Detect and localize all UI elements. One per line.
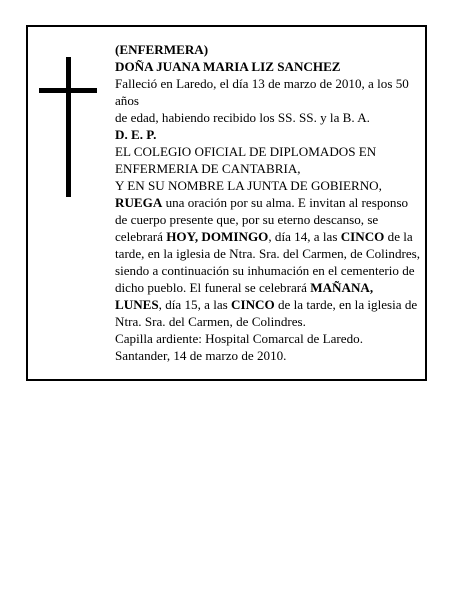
obituary-notice (26, 25, 427, 381)
prayer-bold: RUEGA (115, 195, 163, 210)
deceased-name: DOÑA JUANA MARIA LIZ SANCHEZ (115, 59, 341, 74)
death-line: Falleció en Laredo, el día 13 de marzo de 2010, a los 50 años (115, 76, 409, 108)
time1-text: de la tarde, en la iglesia de Ntra. Sra. del Carmen, de Colindres, siendo a continuación su inhumación en el cementerio de dicho pueblo. El funeral se celebrará (115, 229, 421, 295)
sacraments-line: de edad, habiendo recibido los SS. SS. y la B. A. (115, 110, 370, 125)
ceremony-paragraph (115, 194, 421, 330)
cross-icon (39, 57, 97, 197)
profession-label: (ENFERMERA) (115, 42, 209, 57)
time2-text: de la tarde, en la iglesia de Ntra. Sra. del Carmen, de Colindres. (115, 297, 418, 329)
day-bold: HOY, DOMINGO (166, 229, 269, 244)
chapel-line: Capilla ardiente: Hospital Comarcal de Laredo. (115, 331, 363, 346)
college-line: EL COLEGIO OFICIAL DE DIPLOMADOS EN ENFERMERIA DE CANTABRIA, (115, 144, 377, 176)
day2-text: , día 15, a las (158, 297, 232, 312)
time2-bold: CINCO (231, 297, 275, 312)
cross-horizontal-bar (39, 88, 97, 93)
time1-bold: CINCO (340, 229, 385, 244)
day-text: , día 14, a las (268, 229, 341, 244)
dep-label: D. E. P. (115, 127, 157, 142)
day2-bold: MAÑANA, LUNES (115, 280, 374, 312)
prayer-text: una oración por su alma. E invitan al responso de cuerpo presente que, por su eterno descanso, se celebrará (115, 195, 409, 244)
cross-vertical-bar (66, 57, 71, 197)
notice-text (115, 41, 421, 364)
board-line: Y EN SU NOMBRE LA JUNTA DE GOBIERNO, (115, 178, 382, 193)
place-date-line: Santander, 14 de marzo de 2010. (115, 348, 287, 363)
